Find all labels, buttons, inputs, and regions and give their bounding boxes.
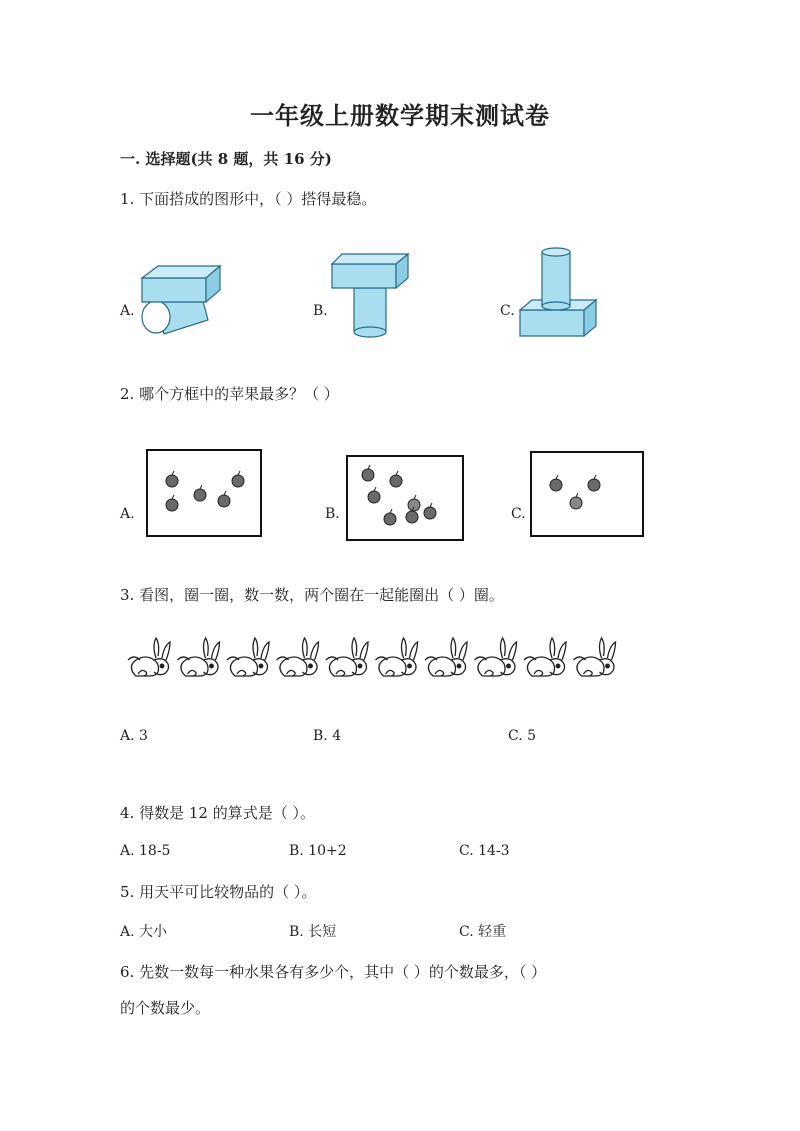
apple-icon: [408, 495, 420, 511]
rabbit-icon: [326, 638, 368, 676]
q3-option-c: C. 5: [508, 728, 537, 744]
question-6-text-line2: 的个数最少。: [120, 999, 211, 1017]
apple-icon: [194, 485, 206, 501]
apple-icon: [550, 475, 562, 491]
rabbit-icon: [227, 638, 269, 676]
rabbit-icon: [376, 638, 418, 676]
rabbit-icon: [475, 638, 517, 676]
apple-icon: [384, 509, 396, 525]
q1-option-c-label: C.: [500, 303, 515, 319]
q1-shape-b-box-on-cylinder: [328, 250, 414, 340]
question-6-text-line1: 6. 先数一数每一种水果各有多少个，其中（ ）的个数最多，（ ）: [120, 963, 547, 981]
apple-icon: [362, 465, 374, 481]
q4-option-c: C. 14-3: [459, 843, 510, 859]
rabbit-icon: [128, 638, 170, 676]
q3-rabbit-row: [124, 636, 634, 682]
rabbit-icon: [425, 638, 467, 676]
q2-option-c-label: C.: [511, 506, 526, 522]
q1-shape-c-cylinder-on-box: [516, 244, 600, 340]
q1-option-b-label: B.: [313, 303, 328, 319]
apple-icon: [570, 493, 582, 509]
q2-apple-box-a: [146, 449, 262, 537]
q4-option-a: A. 18-5: [120, 843, 171, 859]
question-4-text: 4. 得数是 12 的算式是（ ）。: [120, 804, 315, 822]
q2-apples-c: [532, 453, 642, 535]
q3-option-a: A. 3: [120, 728, 148, 744]
rabbit-icon: [277, 638, 319, 676]
question-5-text: 5. 用天平可比较物品的（ ）。: [120, 883, 317, 901]
apple-icon: [166, 471, 178, 487]
q5-option-c: C. 轻重: [459, 924, 507, 940]
apple-icon: [390, 471, 402, 487]
apple-icon: [166, 495, 178, 511]
question-2-text: 2. 哪个方框中的苹果最多？（ ）: [120, 385, 339, 403]
apple-icon: [424, 503, 436, 519]
rabbit-icon: [524, 638, 566, 676]
rabbit-icon: [178, 638, 220, 676]
apple-icon: [588, 475, 600, 491]
q5-option-a: A. 大小: [120, 924, 168, 940]
question-1-text: 1. 下面搭成的图形中，（ ）搭得最稳。: [120, 190, 377, 208]
apple-icon: [368, 487, 380, 503]
q2-apples-a: [148, 451, 260, 535]
q4-option-b: B. 10+2: [289, 843, 347, 859]
q2-apples-b: [348, 457, 462, 539]
q1-shape-a-box-on-cylinder: [136, 262, 226, 340]
q5-option-b: B. 长短: [289, 924, 337, 940]
q2-apple-box-b: [346, 455, 464, 541]
question-3-text: 3. 看图，圈一圈，数一数，两个圈在一起能圈出（ ）圈。: [120, 586, 504, 604]
rabbit-icon: [574, 638, 616, 676]
q1-option-a-label: A.: [120, 303, 135, 319]
apple-icon: [218, 491, 230, 507]
section-heading: 一. 选择题(共 8 题，共 16 分): [120, 150, 332, 168]
q2-apple-box-c: [530, 451, 644, 537]
q3-option-b: B. 4: [313, 728, 342, 744]
q2-option-b-label: B.: [325, 506, 340, 522]
q2-option-a-label: A.: [120, 506, 135, 522]
apple-icon: [232, 471, 244, 487]
page-title: 一年级上册数学期末测试卷: [250, 101, 550, 130]
